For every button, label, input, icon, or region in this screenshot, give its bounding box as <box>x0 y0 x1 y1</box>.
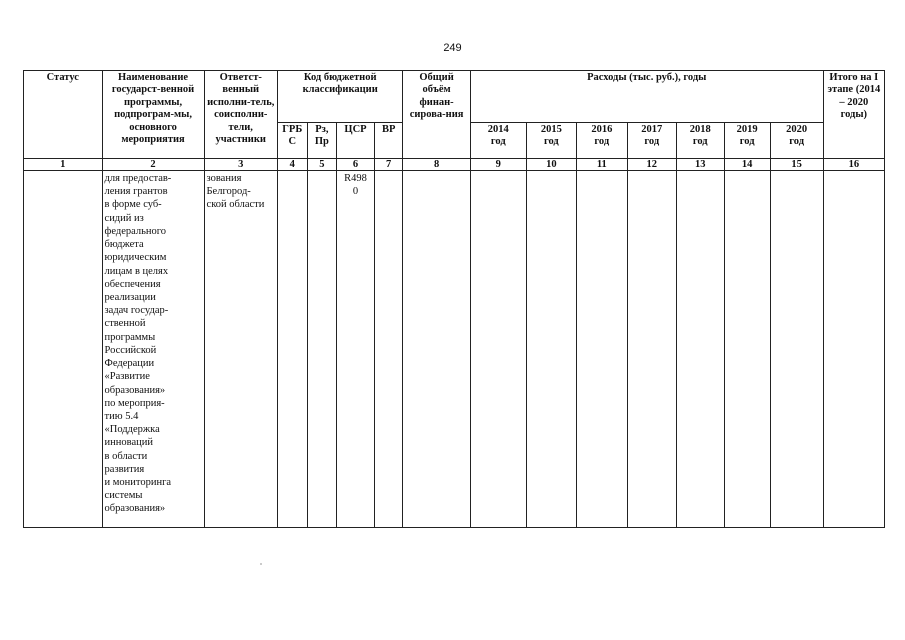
header-rz-pr: Рз, Пр <box>307 123 337 159</box>
cell-2018 <box>676 171 724 528</box>
column-number: 1 <box>24 159 103 171</box>
column-number: 7 <box>374 159 403 171</box>
name-line: задач государ- <box>104 305 169 317</box>
cell-2015 <box>526 171 576 528</box>
executor-line: Белгород- <box>206 186 251 198</box>
name-line: программы <box>104 331 156 343</box>
name-line: обеспечения <box>104 278 161 290</box>
name-line: тию 5.4 <box>104 410 139 422</box>
header-name: Наименование государст-венной программы, подпрограм-мы, основного мероприятия <box>102 71 204 159</box>
cell-vr <box>374 171 403 528</box>
column-number: 13 <box>676 159 724 171</box>
page-number: 249 <box>443 42 462 54</box>
name-line: бюджета <box>104 239 144 251</box>
column-number: 9 <box>470 159 526 171</box>
column-number: 2 <box>102 159 204 171</box>
name-line: по мероприя- <box>104 397 165 409</box>
cell-2016 <box>576 171 627 528</box>
column-number: 4 <box>277 159 307 171</box>
cell-executor <box>204 171 277 528</box>
name-line: образования» <box>104 384 166 396</box>
header-year-2017: 2017 год <box>627 123 676 159</box>
cell-2017 <box>627 171 676 528</box>
name-line: ления грантов <box>104 186 168 198</box>
header-total-funding: Общий объём финан-сирова-ния <box>403 71 470 159</box>
name-line: сидий из <box>104 212 144 224</box>
name-line: и мониторинга <box>104 477 172 489</box>
cell-name <box>102 171 204 528</box>
name-line: «Развитие <box>104 371 150 383</box>
name-line: юридическим <box>104 252 167 264</box>
column-number: 5 <box>307 159 337 171</box>
header-total-stage: Итого на I этапе (2014 – 2020 годы) <box>823 71 884 159</box>
cell-csr <box>337 171 375 528</box>
name-line: системы <box>104 490 143 502</box>
cell-rz-pr <box>307 171 337 528</box>
cell-grbs <box>277 171 307 528</box>
name-line: федерального <box>104 225 167 237</box>
header-year-2015: 2015 год <box>526 123 576 159</box>
name-line: инноваций <box>104 437 153 449</box>
table-row <box>24 171 885 528</box>
executor-line: зования <box>206 173 242 184</box>
name-line: для предостав- <box>104 173 172 184</box>
csr-line: R498 <box>344 173 367 184</box>
name-line: реализации <box>104 291 156 303</box>
header-year-2019: 2019 год <box>724 123 770 159</box>
cell-total-funding <box>403 171 470 528</box>
scan-speck <box>260 563 262 565</box>
name-line: «Поддержка <box>104 424 160 436</box>
name-line: развития <box>104 463 145 475</box>
header-year-2016: 2016 год <box>576 123 627 159</box>
column-number: 8 <box>403 159 470 171</box>
header-year-2018: 2018 год <box>676 123 724 159</box>
header-budget-code: Код бюджетной классификации <box>277 71 402 123</box>
header-year-2014: 2014 год <box>470 123 526 159</box>
cell-2014 <box>470 171 526 528</box>
name-line: Российской <box>104 344 157 356</box>
name-line: ственной <box>104 318 146 330</box>
name-line: в области <box>104 450 148 462</box>
column-number: 11 <box>576 159 627 171</box>
name-line: в форме суб- <box>104 199 162 211</box>
header-year-2020: 2020 год <box>770 123 823 159</box>
header-executor: Ответст-венный исполни-тель, соисполни-тели, участники <box>204 71 277 159</box>
column-number: 14 <box>724 159 770 171</box>
budget-table <box>23 70 885 528</box>
column-number: 12 <box>627 159 676 171</box>
csr-line: 0 <box>352 186 359 198</box>
column-number: 6 <box>337 159 375 171</box>
name-line: Федерации <box>104 358 155 370</box>
cell-total-stage <box>823 171 884 528</box>
column-number: 16 <box>823 159 884 171</box>
name-line: лицам в целях <box>104 265 169 277</box>
cell-2020 <box>770 171 823 528</box>
column-number: 15 <box>770 159 823 171</box>
cell-2019 <box>724 171 770 528</box>
column-number: 3 <box>204 159 277 171</box>
header-vr: ВР <box>374 123 403 159</box>
header-grbs: ГРБ С <box>277 123 307 159</box>
name-line: образования» <box>104 503 166 515</box>
header-status: Статус <box>24 71 103 159</box>
cell-status <box>24 171 103 528</box>
header-csr: ЦСР <box>337 123 375 159</box>
header-expenses: Расходы (тыс. руб.), годы <box>470 71 823 123</box>
column-number: 10 <box>526 159 576 171</box>
executor-line: ской области <box>206 199 265 211</box>
